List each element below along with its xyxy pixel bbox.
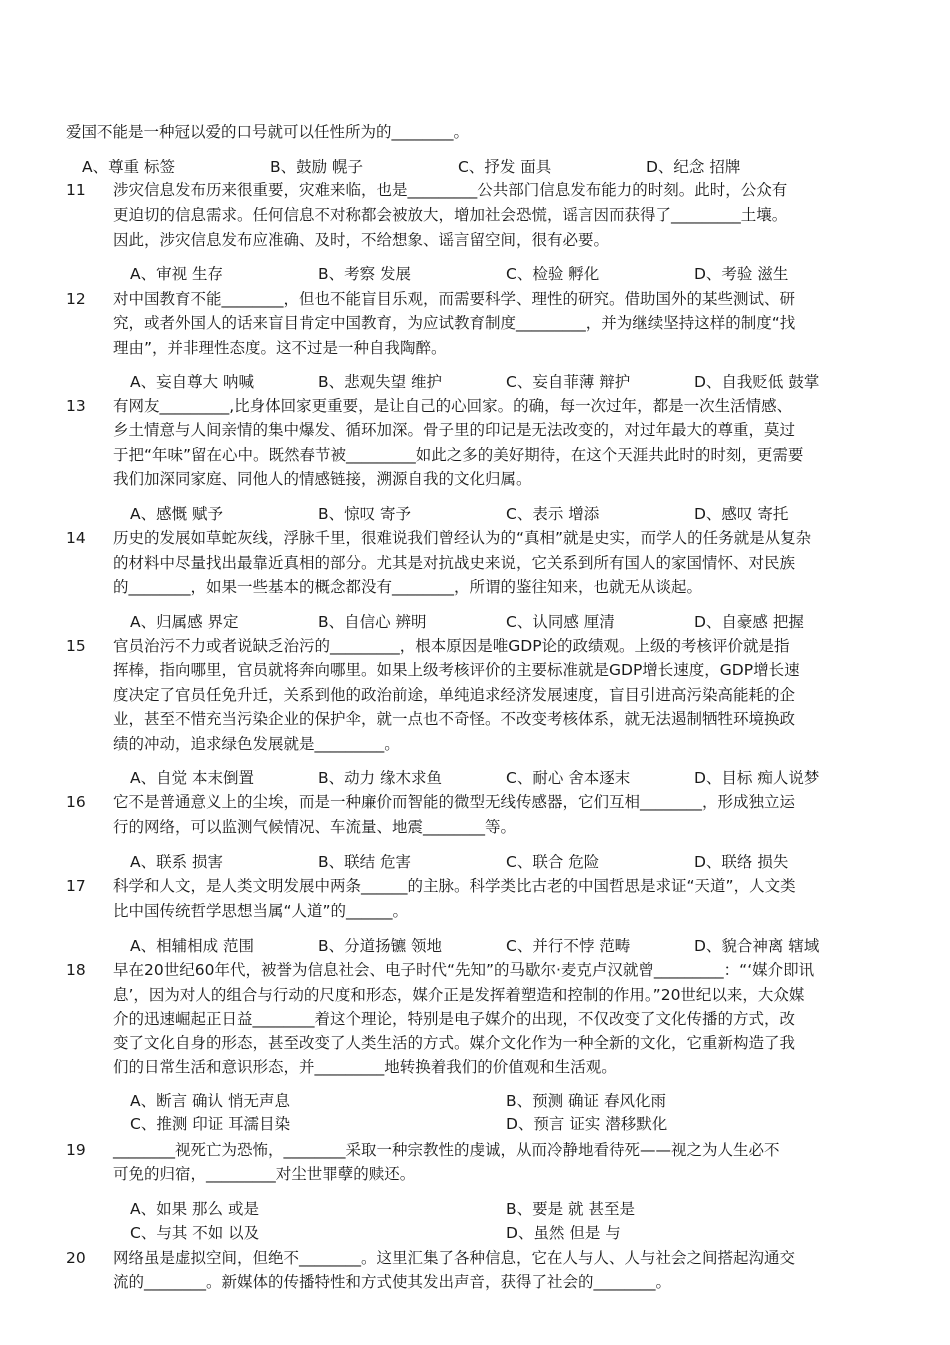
intro-option-c: C、抒发 面具 [458,158,552,176]
question-14-line-3: 的________，如果一些基本的概念都没有________，所谓的鉴往知来，也就无从谈起。 [113,578,703,596]
question-15-line-1: 官员治污不力或者说缺乏治污的_________，根本原因是唯GDP论的政绩观。上级的考核评价就是指 [113,637,790,655]
question-12-line-3: 理由”，并非理性态度。这不过是一种自我陶醉。 [113,339,447,357]
question-13-option-a: A、感慨 赋予 [130,505,224,523]
question-11-option-b: B、考察 发展 [318,265,412,283]
question-15-line-5: 绩的冲动，追求绿色发展就是_________。 [113,735,400,753]
question-16-option-a: A、联系 损害 [130,853,224,871]
question-13-option-b: B、惊叹 寄予 [318,505,412,523]
question-18-line-5: 们的日常生活和意识形态，并_________地转换着我们的价值观和生活观。 [113,1058,617,1076]
question-15-option-a: A、自觉 本末倒置 [130,769,255,787]
question-number-17: 17 [66,877,86,895]
question-number-14: 14 [66,529,86,547]
question-15-line-4: 业，甚至不惜充当污染企业的保护伞，就一点也不奇怪。不改变考核体系，就无法遏制牺牲环境换政 [113,710,796,728]
question-13-option-d: D、感叹 寄托 [694,505,789,523]
question-18-option-d: D、预言 证实 潜移默化 [506,1115,668,1133]
question-14-option-a: A、归属感 界定 [130,613,239,631]
question-number-18: 18 [66,961,86,979]
question-12-option-b: B、悲观失望 维护 [318,373,443,391]
question-number-13: 13 [66,397,86,415]
question-19-line-1: ________视死亡为恐怖，________采取一种宗教性的虔诚，从而冷静地看待死——视之为人生必不 [113,1141,780,1159]
question-18-option-b: B、预测 确证 春风化雨 [506,1092,666,1110]
intro-option-b: B、鼓励 幌子 [270,158,364,176]
question-17-line-2: 比中国传统哲学思想当属“人道”的______。 [113,902,409,920]
question-12-option-d: D、自我贬低 鼓掌 [694,373,820,391]
question-19-option-c: C、与其 不如 以及 [130,1224,260,1242]
intro-option-d: D、纪念 招牌 [646,158,741,176]
question-14-option-b: B、自信心 辨明 [318,613,427,631]
question-15-option-c: C、耐心 舍本逐末 [506,769,631,787]
question-12-option-a: A、妄自尊大 呐喊 [130,373,255,391]
question-19-option-a: A、如果 那么 或是 [130,1200,259,1218]
question-number-16: 16 [66,793,86,811]
question-16-option-c: C、联合 危险 [506,853,600,871]
question-15-line-3: 度决定了官员任免升迁，关系到他的政治前途，单纯追求经济发展速度，盲目引进高污染高能耗的企 [113,686,796,704]
question-17-line-1: 科学和人文，是人类文明发展中两条______的主脉。科学类比古老的中国哲思是求证“天道”，人文类 [113,877,796,895]
question-11-line-2: 更迫切的信息需求。任何信息不对称都会被放大，增加社会恐慌，谣言因而获得了_________土壤。 [113,206,788,224]
question-14-line-1: 历史的发展如草蛇灰线，浮脉千里，很难说我们曾经认为的“真相”就是史实，而学人的任务就是从复杂 [113,529,812,547]
question-13-line-3: 于把“年味”留在心中。既然春节被_________如此之多的美好期待，在这个天涯共此时的时刻，更需要 [113,446,804,464]
question-17-option-a: A、相辅相成 范围 [130,937,255,955]
question-16-line-1: 它不是普通意义上的尘埃，而是一种廉价而智能的微型无线传感器，它们互相________，形成独立运 [113,793,796,811]
question-16-option-d: D、联络 损失 [694,853,789,871]
intro-question-text: 爱国不能是一种冠以爱的口号就可以任性所为的________。 [66,123,470,141]
question-16-line-2: 行的网络，可以监测气候情况、车流量、地震________等。 [113,818,517,836]
question-11-line-1: 涉灾信息发布历来很重要，灾难来临，也是_________公共部门信息发布能力的时刻。此时，公众有 [113,181,788,199]
question-18-option-c: C、推测 印证 耳濡目染 [130,1115,291,1133]
question-number-15: 15 [66,637,86,655]
question-18-option-a: A、断言 确认 悄无声息 [130,1092,290,1110]
question-number-19: 19 [66,1141,86,1159]
question-17-option-d: D、貌合神离 辖域 [694,937,820,955]
question-14-line-2: 的材料中尽量找出最靠近真相的部分。尤其是对抗战史来说，它关系到所有国人的家国情怀、对民族 [113,554,796,572]
question-17-option-b: B、分道扬镳 领地 [318,937,443,955]
question-11-option-a: A、审视 生存 [130,265,224,283]
question-13-line-1: 有网友_________,比身体回家更重要，是让自己的心回家。的确，每一次过年，都是一次生活情感、 [113,397,793,415]
question-11-option-c: C、检验 孵化 [506,265,600,283]
question-20-line-1: 网络虽是虚拟空间，但绝不________。这里汇集了各种信息，它在人与人、人与社会之间搭起沟通交 [113,1249,796,1267]
question-14-option-d: D、自豪感 把握 [694,613,804,631]
question-11-option-d: D、考验 滋生 [694,265,789,283]
question-15-line-2: 挥棒，指向哪里，官员就将奔向哪里。如果上级考核评价的主要标准就是GDP增长速度，GDP增长速 [113,661,800,679]
question-16-option-b: B、联结 危害 [318,853,412,871]
question-13-line-2: 乡土情意与人间亲情的集中爆发、循环加深。骨子里的印记是无法改变的，对过年最大的尊重，莫过 [113,421,796,439]
question-12-line-1: 对中国教育不能________，但也不能盲目乐观，而需要科学、理性的研究。借助国外的某些测试、研 [113,290,796,308]
question-19-option-b: B、要是 就 甚至是 [506,1200,635,1218]
question-12-option-c: C、妄自菲薄 辩护 [506,373,631,391]
question-18-line-4: 变了文化自身的形态，甚至改变了人类生活的方式。媒介文化作为一种全新的文化，它重新构造了我 [113,1034,796,1052]
intro-option-a: A、尊重 标签 [82,158,176,176]
question-number-11: 11 [66,181,86,199]
question-18-line-2: 息’，因为对人的组合与行动的尺度和形态，媒介正是发挥着塑造和控制的作用。”20世纪以来，大众媒 [113,986,805,1004]
question-number-20: 20 [66,1249,86,1267]
question-19-option-d: D、虽然 但是 与 [506,1224,621,1242]
question-15-option-d: D、目标 痴人说梦 [694,769,820,787]
question-18-line-1: 早在20世纪60年代，被誉为信息社会、电子时代“先知”的马歇尔·麦克卢汉就曾_________：“‘媒介即讯 [113,961,815,979]
question-18-line-3: 介的迅速崛起正日益________着这个理论，特别是电子媒介的出现，不仅改变了文化传播的方式，改 [113,1010,796,1028]
question-13-line-4: 我们加深同家庭、同他人的情感链接，溯源自我的文化归属。 [113,470,532,488]
question-13-option-c: C、表示 增添 [506,505,600,523]
question-20-line-2: 流的________。新媒体的传播特性和方式使其发出声音，获得了社会的________。 [113,1273,672,1291]
question-14-option-c: C、认同感 厘清 [506,613,615,631]
question-17-option-c: C、并行不悖 范畴 [506,937,631,955]
question-11-line-3: 因此，涉灾信息发布应准确、及时，不给想象、谣言留空间，很有必要。 [113,231,610,249]
question-15-option-b: B、动力 缘木求鱼 [318,769,443,787]
question-19-line-2: 可免的归宿，_________对尘世罪孽的赎还。 [113,1165,416,1183]
question-number-12: 12 [66,290,86,308]
question-12-line-2: 究，或者外国人的话来盲目肯定中国教育，为应试教育制度_________，并为继续坚持这样的制度“找 [113,314,796,332]
